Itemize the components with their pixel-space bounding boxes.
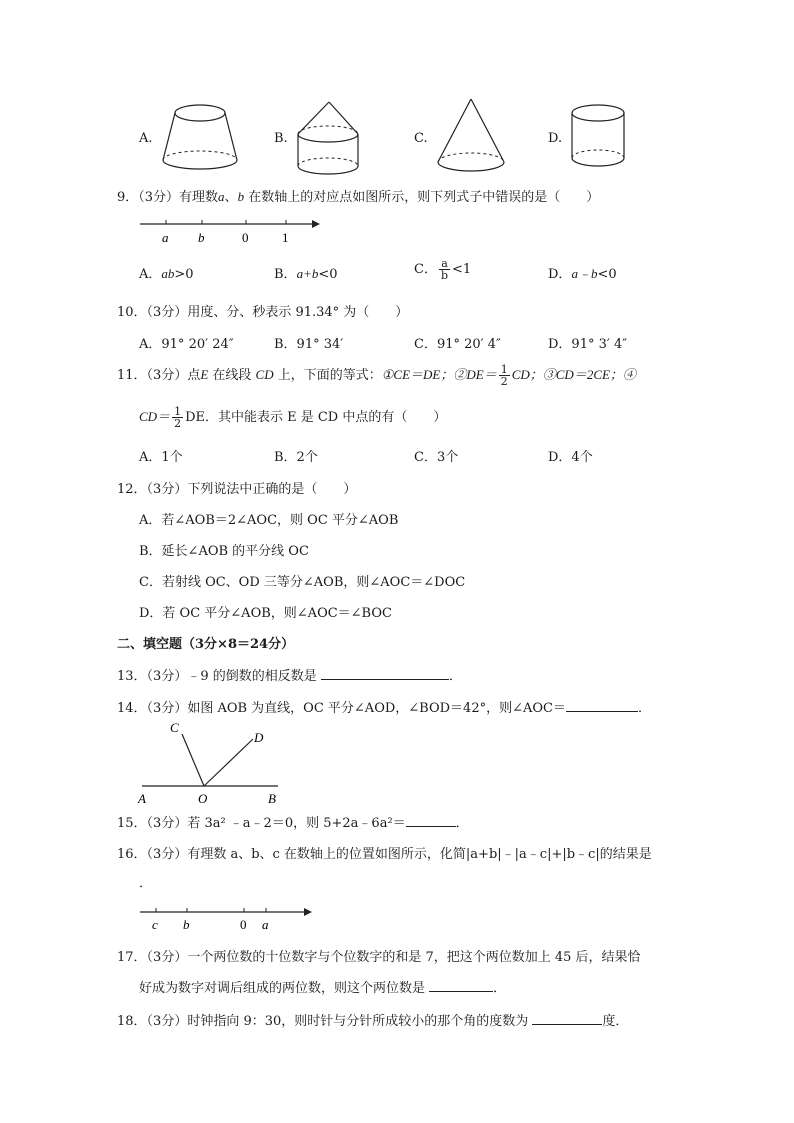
q15-answer-blank[interactable] (406, 812, 456, 827)
q18-stem: 18．（3分）时钟指向 9：30，则时针与分针所成较小的那个角的度数为 度． (117, 1010, 628, 1029)
q17-stem-line2: 好成为数字对调后组成的两位数，则这个两位数是 ． (139, 977, 506, 996)
cylinder-icon (568, 102, 630, 174)
cone-on-cylinder-icon (294, 98, 364, 178)
q9-axis-label-zero: 0 (242, 230, 249, 245)
q17-answer-blank[interactable] (429, 977, 493, 992)
q13-stem: 13．（3分）﹣9 的倒数的相反数是 ． (117, 665, 462, 684)
shape-option-c-label: C. (414, 131, 428, 146)
q11-option-b: B．2个 (274, 450, 318, 465)
shape-option-d-label: D. (548, 131, 563, 146)
q16-axis-label-zero: 0 (240, 917, 247, 932)
q11-option-d: D．4个 (548, 450, 593, 465)
q12-option-b: B．延长∠AOB 的平分线 OC (139, 544, 309, 559)
q14-label-b: B (268, 791, 276, 806)
q9-axis-label-one: 1 (282, 230, 289, 245)
q10-option-d: D．91° 3′ 4″ (548, 337, 628, 352)
q17-stem: 17．（3分）一个两位数的十位数字与个位数字的和是 7，把这个两位数加上 45 后，结果恰 (117, 950, 641, 965)
q9-option-d: D．a﹣b<0 (548, 266, 617, 282)
q16-stem: 16．（3分）有理数 a、b、c 在数轴上的位置如图所示，化简|a+b|﹣|a﹣c|+|b﹣c|的结果是 (117, 847, 652, 862)
q9-axis-label-a: a (162, 230, 169, 245)
q10-option-a: A．91° 20′ 24″ (139, 337, 234, 352)
q18-answer-blank[interactable] (532, 1010, 602, 1025)
q9-stem: 9．（3分）有理数a、b 在数轴上的对应点如图所示，则下列式子中错误的是（ ） (117, 189, 600, 205)
cone-icon (434, 96, 509, 178)
q16-axis-label-c: c (152, 917, 158, 932)
q9-option-b: B．a+b<0 (274, 266, 338, 282)
q12-option-a: A．若∠AOB＝2∠AOC，则 OC 平分∠AOB (139, 513, 399, 528)
q12-stem: 12．（3分）下列说法中正确的是（ ） (117, 482, 357, 497)
q9-option-c-fraction: $\frac{a}{b}$ (440, 257, 448, 282)
shape-option-b-label: B. (274, 131, 288, 146)
q10-option-b: B．91° 34′ (274, 337, 344, 352)
q16-axis-label-b: b (183, 917, 190, 932)
q11-option-c: C．3个 (414, 450, 459, 465)
q9-option-c: C． $\frac{a}{b}$ <1 (414, 257, 472, 282)
q11-stem: 11．（3分）点E 在线段 CD 上，下面的等式：①CE＝DE；②DE＝ $\frac{1}{2}$ CD；③CD＝2CE；④ (117, 363, 636, 388)
q16-stem-line2: ． (139, 876, 153, 891)
q11-fraction-half: $\frac{1}{2}$ (500, 363, 508, 388)
shape-option-a-label: A. (139, 131, 153, 146)
q10-option-c: C．91° 20′ 4″ (414, 337, 501, 352)
q14-stem: 14．（3分）如图 AOB 为直线，OC 平分∠AOD，∠BOD＝42°，则∠AOC＝ ． (117, 697, 651, 716)
frustum-icon (160, 100, 240, 175)
q14-label-a: A (138, 791, 146, 806)
q12-option-c: C．若射线 OC、OD 三等分∠AOB，则∠AOC＝∠DOC (139, 575, 466, 590)
q13-answer-blank[interactable] (321, 665, 449, 680)
q9-number-line (136, 214, 321, 250)
q14-label-d: D (254, 730, 264, 745)
q9-axis-label-b: b (198, 230, 205, 245)
q12-option-d: D．若 OC 平分∠AOB，则∠AOC＝∠BOC (139, 606, 392, 621)
section-two-heading: 二、填空题（3分×8＝24分） (117, 637, 295, 652)
q9-option-a: A．ab>0 (139, 266, 194, 282)
q14-label-o: O (198, 791, 208, 806)
q15-stem: 15．（3分）若 3a² ﹣a﹣2＝0，则 5+2a﹣6a²＝ ． (117, 812, 469, 831)
q16-number-line (136, 900, 316, 936)
q10-stem: 10．（3分）用度、分、秒表示 91.34° 为（ ） (117, 305, 409, 320)
q16-axis-label-a: a (262, 917, 269, 932)
q11-stem-line2: CD＝ $\frac{1}{2}$ DE．其中能表示 E 是 CD 中点的有（ ） (139, 405, 447, 430)
q14-angle-figure (136, 716, 286, 808)
q14-answer-blank[interactable] (566, 697, 638, 712)
q14-label-c: C (170, 720, 179, 735)
q11-fraction-half-2: $\frac{1}{2}$ (174, 405, 182, 430)
q11-option-a: A．1个 (139, 450, 183, 465)
